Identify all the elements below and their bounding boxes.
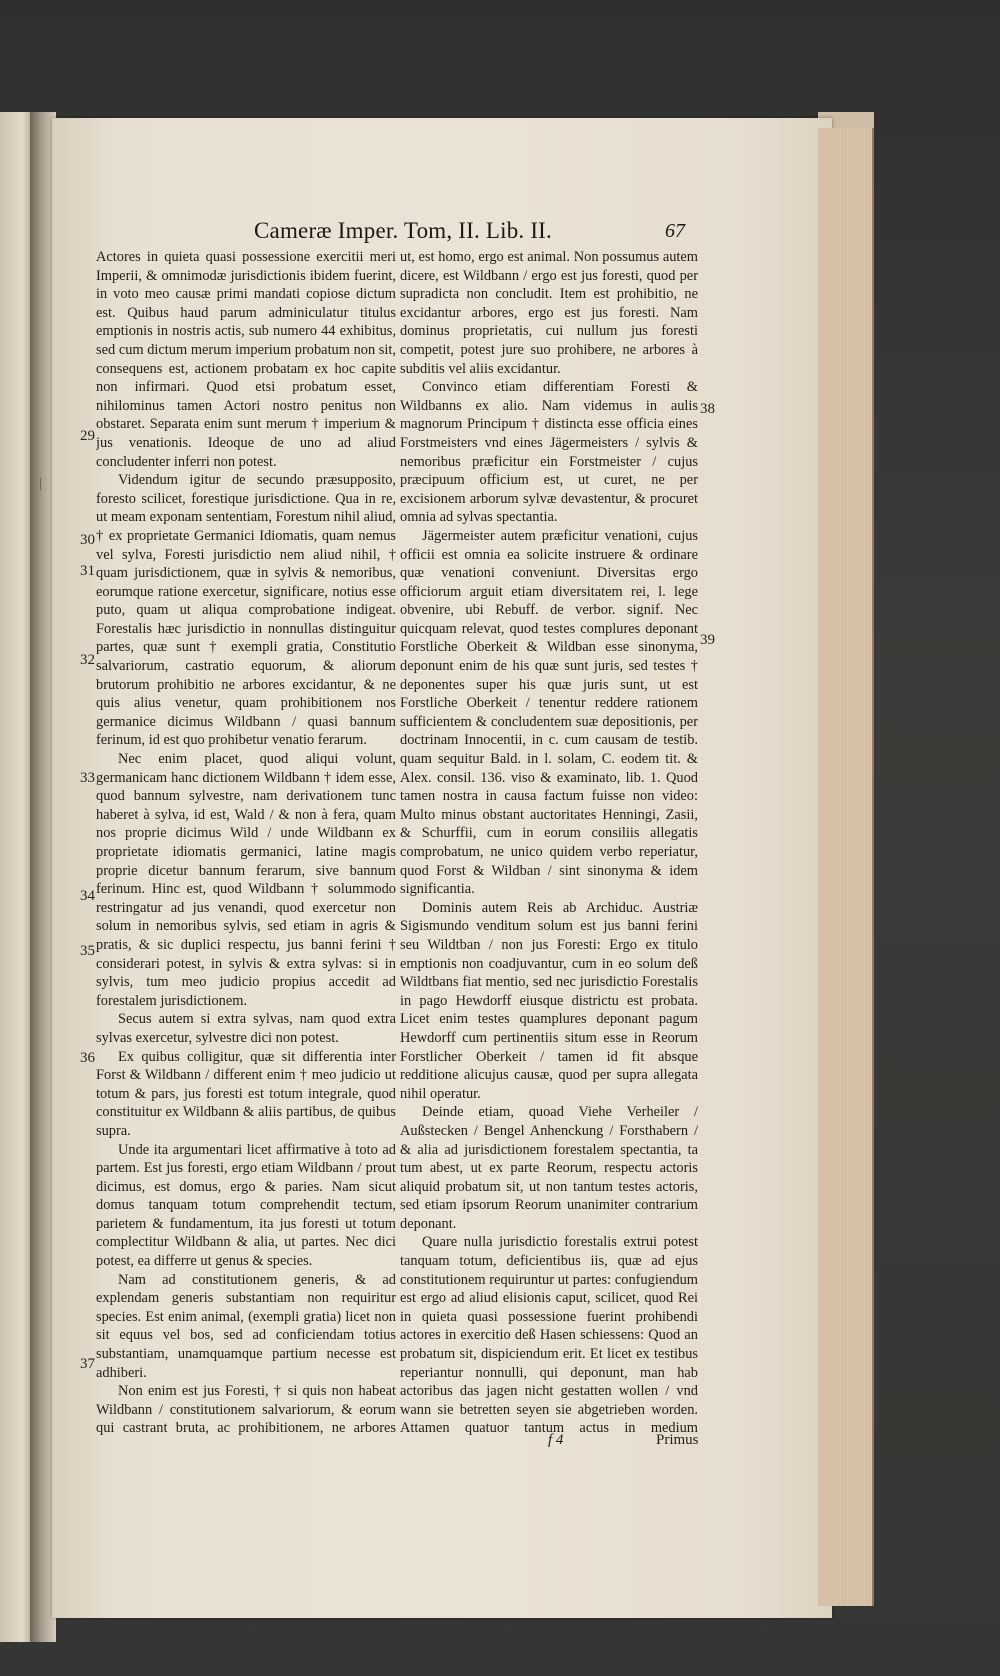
paragraph: Quare nulla jurisdictio forestalis extrui potest tanquam totum, deficientibus iis, quæ ad ejus constitutionem requiruntur ut partes: confugiendum est ergo ad aliud elisionis caput, scilicet, quod Rei in quieta quasi possessione fuerint prohibendi actores in exercitio deß Hasen schiessens: Quod an probatum sit, dispiciendum erit. Et licet ex testibus reperiantur nonnulli, qui deponunt, man hab actoribus das jagen nicht gestatten wollen / vnd wann sie betretten seyen sie abgetrieben worden. Attamen quatuor tantum actus in medium — [400, 1234, 698, 1437]
margin-number: 37 — [80, 1356, 95, 1372]
facing-page-edge — [0, 112, 33, 1642]
page-stack-fore-edge — [818, 128, 874, 1606]
paragraph: Deinde etiam, quoad Viehe Verheiler / Außstecken / Bengel Anhenckung / Forsthabern / & alia ad jurisdictionem forestalem spectantia, ta tum abest, ut ex parte Reorum, respectu actoris aliquid probatum sit, ut non tantum testes actoris, sed etiam ipsorum Reorum unanimiter contrarium deponant. — [400, 1104, 698, 1232]
page-number: 67 — [665, 220, 685, 242]
paragraph: ut, est homo, ergo est animal. Non possumus autem dicere, est Wildbann / ergo est jus foresti, quod per supradicta non concludit. Item est prohibitio, ne excidantur arbores, ergo est jus foresti. Nam dominus proprietatis, cui nullum jus foresti competit, potest jure suo prohibere, ne arbores à subditis vel aliis excidantur. — [400, 249, 698, 377]
margin-number: 30 — [80, 532, 95, 548]
margin-number: 29 — [80, 428, 95, 444]
margin-number: 39 — [700, 632, 715, 648]
margin-number: 38 — [700, 401, 715, 417]
catchword: Primus — [656, 1432, 699, 1448]
paragraph: Nam ad constitutionem generis, & ad explendam generis substantiam non requiritur species. Est enim animal, (exempli gratia) licet non sit equus vel bos, sed ad conficiendam totius substantiam, unamquamque partium necesse est adhiberi. — [96, 1271, 396, 1381]
margin-number: 32 — [80, 652, 95, 668]
paragraph: Dominis autem Reis ab Archiduc. Austriæ Sigismundo venditum solum est jus banni ferini seu Wildtban / non jus Foresti: Ergo ex titulo emptionis non coadjuvantur, cum in eo solum deß Wildtbans fiat mentio, sed nec jurisdictio Forestalis in pago Hewdorff eiusque districtu est probata. Licet enim testes quamplures deponant pagum Hewdorff cum pertinentiis situm esse in Reorum Forstlicher Oberkeit / tamen id fit absque redditione alicujus causæ, quod per supra allegata nihil operatur. — [400, 899, 698, 1102]
right-text-column — [400, 248, 698, 1438]
margin-number: 34 — [80, 888, 95, 904]
paragraph: Non enim est jus Foresti, † si quis non habeat Wildbann / constitutionem salvariorum, & eorum qui castrant bruta, ac prohibitionem, ne arbores — [96, 1383, 396, 1437]
paragraph: Ex quibus colligitur, quæ sit differentia inter Forst & Wildbann / different enim † meo judicio ut totum & pars, jus foresti est totum integrale, quod constituitur ex Wildbann & aliis partibus, de quibus supra. — [96, 1048, 396, 1139]
paragraph: Videndum igitur de secundo præsupposito, foresto scilicet, forestique jurisdictione. Qua in re, ut meam exponam sententiam, Forestum nihil aliud, † ex proprietate Germanici Idiomatis, quam nemus vel sylva, Foresti jurisdictio nem aliud nihil, † quam jurisdictionem, quæ in sylvis & nemoribus, eorumque ratione exercetur, significare, notius esse puto, quam ut aliqua comprobatione indigeat. Forestalis hæc jurisdictio in nonnullas distinguitur partes, quæ sunt † exempli gratia, Constitutio salvariorum, castratio equorum, & aliorum brutorum prohibitio ne arbores excidantur, & ne quis alius venetur, quam prohibitionem nos germanice dicimus Wildbann / quasi bannum ferinum, id est quo prohibetur venatio ferarum. — [96, 472, 396, 749]
margin-number: 33 — [80, 770, 95, 786]
margin-number: 31 — [80, 563, 95, 579]
paragraph: Secus autem si extra sylvas, nam quod extra sylvas exercetur, sylvestre dici non potest. — [96, 1011, 396, 1046]
paragraph: Nec enim placet, quod aliqui volunt, germanicam hanc dictionem Wildbann † idem esse, quod bannum sylvestre, nam derivationem tunc haberet à sylva, id est, Wald / & non à fera, quam nos proprie dicimus Wild / unde Wildbann ex proprietate idiomatis germanici, latine magis proprie dicetur bannum ferarum, sive bannum ferinum. Hinc est, quod Wildbann † solummodo restringatur ad jus venandi, quod exercetur non solum in nemoribus sylvis, sed etiam in agris & pratis, & sic duplici respectu, jus banni ferini † considerari potest, in sylvis & extra sylvas: si in sylvis, tum meo judicio propius accedit ad forestalem jurisdictionem. — [96, 751, 396, 1009]
margin-mark — [40, 478, 41, 490]
left-text-column — [96, 248, 396, 1438]
paragraph: Unde ita argumentari licet affirmative à toto ad partem. Est jus foresti, ergo etiam Wildbann / prout dicimus, est domus, ergo & paries. Nam sicut domus tanquam totum comprehendit tectum, parietem & fundamentum, ita jus foresti ut totum complectitur Wildbann & alia, ut partes. Nec dici potest, ea differre ut genus & species. — [96, 1141, 396, 1270]
margin-number: 36 — [80, 1050, 95, 1066]
paragraph: Actores in quieta quasi possessione exercitii meri Imperii, & omnimodæ jurisdictionis ibidem fuerint, in voto meo causæ primi mandati copiose dictum est. Quibus haud parum adminiculatur titulus emptionis in nostris actis, sub numero 44 exhibitus, sed cum dictum merum imperium probatum non sit, consequens est, actionem probatam ex hoc capite non infirmari. Quod etsi probatum esset, nihilominus tamen Actori nostro penitus non obstaret. Separata enim sunt merum † imperium & jus venationis. Ideoque de uno ad aliud concludenter inferri non potest. — [96, 249, 396, 470]
running-title: Cameræ Imper. Tom, II. Lib. II. — [254, 218, 552, 243]
margin-number: 35 — [80, 943, 95, 959]
signature-mark: f 4 — [548, 1432, 564, 1448]
paragraph: Convinco etiam differentiam Foresti & Wildbanns ex alio. Nam videmus in aulis magnorum Principum † distincta esse officia eines Forstmeisters vnd eines Jägermeisters / sylvis & nemoribus præficitur ein Forstmeister / cujus præcipuum officium est, ut curet, ne per excisionem arborum sylvæ devastentur, & procuret omnia ad sylvas spectantia. — [400, 379, 698, 526]
paragraph: Jägermeister autem præficitur venationi, cujus officii est omnia ea solicite instruere & ordinare quæ venationi conveniunt. Diversitas ergo officiorum arguit etiam diversitatem rei, l. lege obvenire, ubi Rebuff. de verbor. signif. Nec quicquam relevat, quod testes complures deponant Forstliche Oberkeit & Wildban esse sinonyma, deponunt enim de his quæ sunt juris, sed testes † deponentes super his quæ juris sunt, ut est Forstliche Oberkeit / tenentur reddere rationem sufficientem & concludentem suæ depositionis, per doctrinam Innocentii, in c. cum causam de testib. quam sequitur Bald. in l. solam, C. eodem tit. & Alex. consil. 136. viso & examinato, lib. 1. Quod tamen nostra in causa factum fuisse non video: Multo minus obstant auctoritates Henningi, Zasii, & Schurffii, cum in eorum consiliis allegatis comprobatum, ne unico quidem verbo reperiatur, quod Forst & Wildban / sint sinonyma & idem significantia. — [400, 527, 698, 898]
